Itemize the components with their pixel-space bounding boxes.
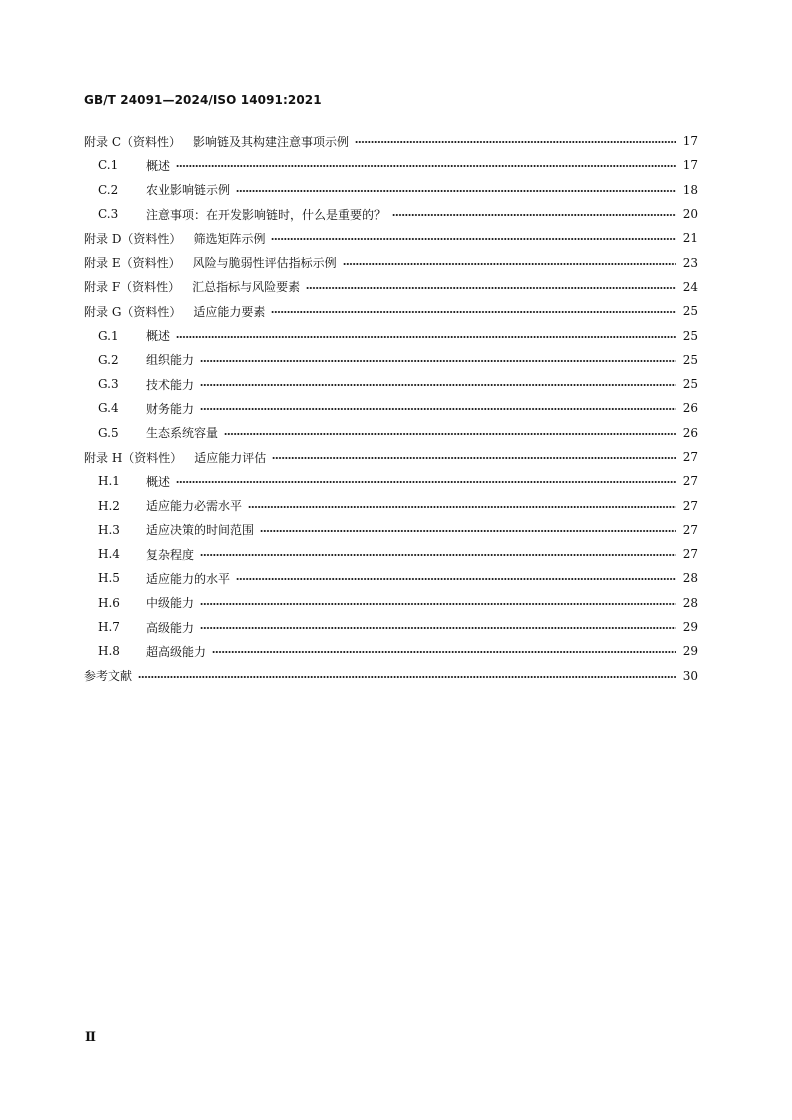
- toc-entry[interactable]: [84, 226, 698, 250]
- toc-entry-number: 附录 C（资料性）: [84, 134, 181, 149]
- toc-entry[interactable]: [84, 639, 698, 663]
- toc-entry-title: 汇总指标与风险要素: [192, 280, 301, 295]
- toc-entry-number: C.2: [98, 182, 119, 197]
- toc-entry[interactable]: [84, 348, 698, 372]
- toc-entry-title: 适应能力要素: [193, 304, 266, 319]
- toc-entry[interactable]: [84, 664, 698, 688]
- toc-entry-number: 附录 F（资料性）: [84, 280, 181, 295]
- toc-entry-title: 风险与脆弱性评估指标示例: [192, 256, 337, 271]
- toc-dot-leader: [224, 428, 676, 440]
- toc-entry-number: H.5: [98, 571, 120, 586]
- toc-dot-leader: [200, 622, 676, 634]
- page-number-roman: Ⅱ: [85, 1030, 96, 1045]
- toc-entry-page: 28: [682, 595, 698, 610]
- toc-entry-page: 25: [682, 304, 698, 319]
- toc-entry-page: 25: [682, 377, 698, 392]
- toc-dot-leader: [271, 233, 676, 245]
- toc-entry[interactable]: [84, 299, 698, 323]
- toc-dot-leader: [200, 379, 676, 391]
- toc-entry-number: H.1: [98, 474, 120, 489]
- toc-entry-number: G.3: [98, 377, 119, 392]
- toc-entry-title: 适应能力的水平: [146, 571, 231, 586]
- toc-entry-title: 适应能力评估: [194, 450, 267, 465]
- toc-entry-title: 注意事项：在开发影响链时，什么是重要的？: [146, 207, 387, 222]
- toc-entry-number: G.1: [98, 328, 119, 343]
- toc-entry-page: 26: [682, 401, 698, 416]
- toc-dot-leader: [248, 501, 676, 513]
- toc-entry-page: 29: [682, 644, 698, 659]
- toc-entry-number: H.4: [98, 547, 120, 562]
- toc-entry-number: 附录 D（资料性）: [84, 231, 182, 246]
- toc-entry[interactable]: [84, 469, 698, 493]
- toc-dot-leader: [176, 331, 676, 343]
- toc-dot-leader: [343, 258, 676, 270]
- toc-entry-page: 18: [682, 182, 698, 197]
- toc-entry-page: 20: [682, 207, 698, 222]
- toc-entry-page: 28: [682, 571, 698, 586]
- toc-entry-title: 筛选矩阵示例: [193, 231, 266, 246]
- toc-entry-page: 25: [682, 328, 698, 343]
- toc-entry-number: H.7: [98, 620, 120, 635]
- toc-entry-title: 农业影响链示例: [146, 183, 231, 198]
- toc-dot-leader: [236, 185, 676, 197]
- toc-entry-page: 23: [682, 255, 698, 270]
- toc-entry[interactable]: [84, 518, 698, 542]
- toc-dot-leader: [200, 355, 676, 367]
- toc-entry-number: G.4: [98, 401, 119, 416]
- toc-entry[interactable]: [84, 566, 698, 590]
- toc-entry[interactable]: [84, 323, 698, 347]
- toc-entry[interactable]: [84, 396, 698, 420]
- toc-dot-leader: [138, 671, 676, 683]
- toc-entry-title: 高级能力: [146, 620, 195, 635]
- toc-entry-number: H.3: [98, 522, 120, 537]
- toc-dot-leader: [236, 573, 676, 585]
- toc-entry[interactable]: [84, 542, 698, 566]
- toc-entry-page: 30: [682, 668, 698, 683]
- toc-entry-number: 附录 E（资料性）: [84, 256, 181, 271]
- toc-entry-title: 财务能力: [146, 401, 195, 416]
- toc-entry-page: 27: [682, 522, 698, 537]
- toc-entry-number: 附录 G（资料性）: [84, 304, 182, 319]
- toc-dot-leader: [212, 646, 676, 658]
- toc-entry[interactable]: [84, 275, 698, 299]
- toc-entry-title: 概述: [146, 329, 171, 344]
- toc-entry[interactable]: [84, 202, 698, 226]
- toc-entry-title: 复杂程度: [146, 547, 195, 562]
- toc-entry-number: 附录 H（资料性）: [84, 450, 183, 465]
- toc-entry[interactable]: [84, 445, 698, 469]
- toc-entry[interactable]: [84, 493, 698, 517]
- toc-entry-page: 27: [682, 498, 698, 513]
- toc-dot-leader: [260, 525, 676, 537]
- toc-entry-number: H.2: [98, 498, 120, 513]
- toc-entry-page: 25: [682, 352, 698, 367]
- toc-dot-leader: [200, 549, 676, 561]
- toc-entry-page: 27: [682, 547, 698, 562]
- toc-dot-leader: [355, 136, 676, 148]
- toc-entry-title: 适应能力必需水平: [146, 499, 243, 514]
- toc-entry-title: 影响链及其构建注意事项示例: [193, 134, 350, 149]
- toc-entry-title: 概述: [146, 474, 171, 489]
- toc-entry-title: 生态系统容量: [146, 426, 219, 441]
- toc-entry-number: H.6: [98, 595, 120, 610]
- toc-entry-number: C.3: [98, 207, 119, 222]
- toc-entry-title: 参考文献: [84, 669, 133, 684]
- toc-entry-number: G.2: [98, 352, 119, 367]
- toc-entry[interactable]: [84, 421, 698, 445]
- toc-entry[interactable]: [84, 591, 698, 615]
- toc-entry-title: 中级能力: [146, 596, 195, 611]
- standard-id: GB/T 24091—2024/ISO 14091:2021: [84, 93, 322, 107]
- toc-dot-leader: [176, 160, 676, 172]
- toc-entry[interactable]: [84, 615, 698, 639]
- toc-entry-page: 27: [682, 450, 698, 464]
- toc-entry[interactable]: [84, 250, 698, 274]
- standard-header: [84, 93, 322, 107]
- toc-entry-page: 29: [682, 620, 698, 635]
- table-of-contents: [84, 129, 698, 688]
- toc-entry[interactable]: [84, 178, 698, 202]
- toc-dot-leader: [272, 452, 676, 464]
- toc-entry-number: G.5: [98, 425, 119, 440]
- toc-entry-title: 概述: [146, 158, 171, 173]
- toc-entry-page: 17: [682, 158, 698, 173]
- toc-entry-page: 21: [682, 231, 698, 246]
- toc-entry[interactable]: [84, 153, 698, 177]
- toc-entry-page: 26: [682, 425, 698, 440]
- toc-entry-page: 24: [682, 279, 698, 294]
- toc-dot-leader: [271, 306, 676, 318]
- toc-entry[interactable]: [84, 129, 698, 153]
- toc-entry-page: 17: [682, 134, 698, 149]
- toc-entry-page: 27: [682, 474, 698, 489]
- toc-entry-title: 超高级能力: [146, 644, 207, 659]
- toc-dot-leader: [200, 403, 676, 415]
- toc-entry-title: 组织能力: [146, 353, 195, 368]
- toc-entry-number: C.1: [98, 158, 119, 173]
- toc-dot-leader: [176, 476, 676, 488]
- toc-dot-leader: [200, 598, 676, 610]
- toc-dot-leader: [306, 282, 676, 294]
- toc-dot-leader: [392, 209, 676, 221]
- toc-entry-title: 适应决策的时间范围: [146, 523, 255, 538]
- toc-entry-number: H.8: [98, 644, 120, 659]
- toc-entry[interactable]: [84, 372, 698, 396]
- toc-entry-title: 技术能力: [146, 377, 195, 392]
